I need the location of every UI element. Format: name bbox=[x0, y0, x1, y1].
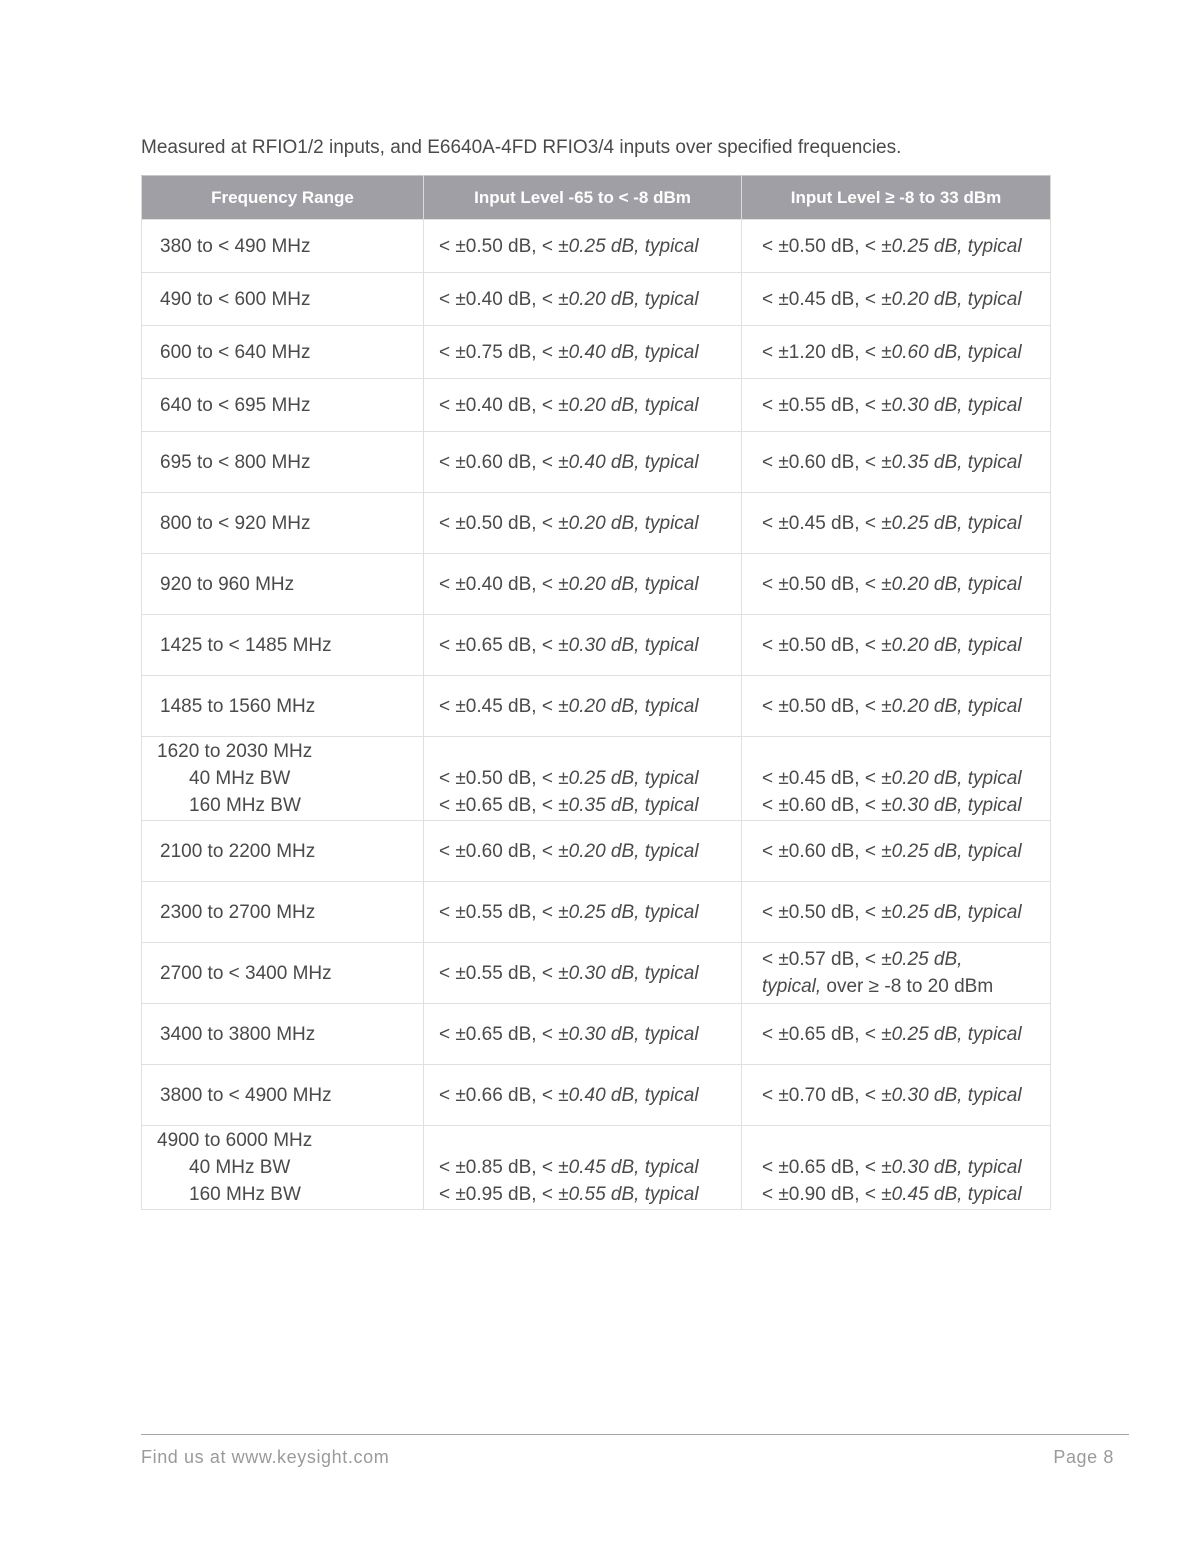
group-frequency: 4900 to 6000 MHz bbox=[157, 1130, 313, 1151]
bw-label: 40 MHz BW bbox=[189, 768, 291, 789]
page-number: Page 8 bbox=[1053, 1447, 1114, 1467]
table-row bbox=[142, 220, 1051, 273]
bw-label: 160 MHz BW bbox=[189, 795, 301, 816]
value-cell: < ±0.45 dB, < ±0.20 dB, typical bbox=[424, 676, 742, 737]
value-cell: < ±0.75 dB, < ±0.40 dB, typical bbox=[424, 326, 742, 379]
bw-label: 40 MHz BW bbox=[189, 1157, 291, 1178]
header-frequency-range: Frequency Range bbox=[142, 176, 424, 220]
header-input-level-low: Input Level -65 to < -8 dBm bbox=[424, 176, 742, 220]
freq-cell: 2300 to 2700 MHz bbox=[142, 882, 424, 943]
value-cell: < ±0.65 dB, < ±0.30 dB, typical bbox=[424, 615, 742, 676]
table-row bbox=[142, 615, 1051, 676]
table-row bbox=[142, 1004, 1051, 1065]
table-row-group bbox=[142, 737, 1051, 821]
freq-cell: 800 to < 920 MHz bbox=[142, 493, 424, 554]
freq-cell: 600 to < 640 MHz bbox=[142, 326, 424, 379]
value-cell: < ±0.50 dB, < ±0.25 dB, typical bbox=[742, 220, 1051, 273]
table-row bbox=[142, 821, 1051, 882]
value-cell: < ±0.40 dB, < ±0.20 dB, typical bbox=[424, 379, 742, 432]
table-row bbox=[142, 676, 1051, 737]
value-cell: < ±0.40 dB, < ±0.20 dB, typical bbox=[424, 273, 742, 326]
footer-website[interactable]: Find us at www.keysight.com bbox=[141, 1447, 390, 1467]
value-cell: < ±0.57 dB, < ±0.25 dB, typical, over ≥ -8 to 20 dBm bbox=[742, 943, 1051, 1004]
table-row bbox=[142, 1065, 1051, 1126]
freq-cell: 2100 to 2200 MHz bbox=[142, 821, 424, 882]
freq-cell: 2700 to < 3400 MHz bbox=[142, 943, 424, 1004]
value-cell-group: < ±0.65 dB, < ±0.30 dB, typical < ±0.90 dB, < ±0.45 dB, typical bbox=[742, 1126, 1051, 1210]
freq-cell: 3800 to < 4900 MHz bbox=[142, 1065, 424, 1126]
value-cell-group: < ±0.45 dB, < ±0.20 dB, typical < ±0.60 dB, < ±0.30 dB, typical bbox=[742, 737, 1051, 821]
value-cell: < ±0.60 dB, < ±0.35 dB, typical bbox=[742, 432, 1051, 493]
table-row bbox=[142, 379, 1051, 432]
table-row bbox=[142, 943, 1051, 1004]
value-cell: < ±0.60 dB, < ±0.20 dB, typical bbox=[424, 821, 742, 882]
freq-cell-group bbox=[142, 737, 424, 821]
table-row bbox=[142, 554, 1051, 615]
value-cell: < ±0.66 dB, < ±0.40 dB, typical bbox=[424, 1065, 742, 1126]
group-frequency: 1620 to 2030 MHz bbox=[157, 741, 313, 762]
footer-divider bbox=[141, 1434, 1129, 1435]
value-cell-group: < ±0.85 dB, < ±0.45 dB, typical < ±0.95 dB, < ±0.55 dB, typical bbox=[424, 1126, 742, 1210]
table-row bbox=[142, 326, 1051, 379]
value-cell: < ±0.55 dB, < ±0.25 dB, typical bbox=[424, 882, 742, 943]
freq-cell: 490 to < 600 MHz bbox=[142, 273, 424, 326]
freq-cell: 1485 to 1560 MHz bbox=[142, 676, 424, 737]
table-row bbox=[142, 882, 1051, 943]
value-cell: < ±0.45 dB, < ±0.25 dB, typical bbox=[742, 493, 1051, 554]
freq-cell: 640 to < 695 MHz bbox=[142, 379, 424, 432]
freq-cell: 920 to 960 MHz bbox=[142, 554, 424, 615]
value-cell: < ±0.55 dB, < ±0.30 dB, typical bbox=[742, 379, 1051, 432]
bw-label: 160 MHz BW bbox=[189, 1184, 301, 1205]
value-cell: < ±0.50 dB, < ±0.25 dB, typical bbox=[742, 882, 1051, 943]
intro-text: Measured at RFIO1/2 inputs, and E6640A-4FD RFIO3/4 inputs over specified frequencies. bbox=[141, 137, 902, 158]
value-cell: < ±0.65 dB, < ±0.25 dB, typical bbox=[742, 1004, 1051, 1065]
freq-cell: 380 to < 490 MHz bbox=[142, 220, 424, 273]
value-cell: < ±0.50 dB, < ±0.20 dB, typical bbox=[742, 615, 1051, 676]
value-cell: < ±0.50 dB, < ±0.20 dB, typical bbox=[742, 554, 1051, 615]
value-cell: < ±0.45 dB, < ±0.20 dB, typical bbox=[742, 273, 1051, 326]
table-row bbox=[142, 432, 1051, 493]
table-row-group bbox=[142, 1126, 1051, 1210]
spec-table bbox=[141, 175, 1051, 1210]
freq-cell: 1425 to < 1485 MHz bbox=[142, 615, 424, 676]
table-header-row bbox=[142, 176, 1051, 220]
table-row bbox=[142, 273, 1051, 326]
freq-cell-group bbox=[142, 1126, 424, 1210]
value-cell: < ±0.70 dB, < ±0.30 dB, typical bbox=[742, 1065, 1051, 1126]
table-row bbox=[142, 493, 1051, 554]
value-cell: < ±0.40 dB, < ±0.20 dB, typical bbox=[424, 554, 742, 615]
value-cell: < ±0.50 dB, < ±0.25 dB, typical bbox=[424, 220, 742, 273]
value-cell: < ±0.50 dB, < ±0.20 dB, typical bbox=[424, 493, 742, 554]
value-cell: < ±0.50 dB, < ±0.20 dB, typical bbox=[742, 676, 1051, 737]
value-cell-group: < ±0.50 dB, < ±0.25 dB, typical < ±0.65 dB, < ±0.35 dB, typical bbox=[424, 737, 742, 821]
freq-cell: 3400 to 3800 MHz bbox=[142, 1004, 424, 1065]
value-cell: < ±0.60 dB, < ±0.25 dB, typical bbox=[742, 821, 1051, 882]
value-cell: < ±0.60 dB, < ±0.40 dB, typical bbox=[424, 432, 742, 493]
header-input-level-high: Input Level ≥ -8 to 33 dBm bbox=[742, 176, 1051, 220]
freq-cell: 695 to < 800 MHz bbox=[142, 432, 424, 493]
value-cell: < ±0.55 dB, < ±0.30 dB, typical bbox=[424, 943, 742, 1004]
value-cell: < ±0.65 dB, < ±0.30 dB, typical bbox=[424, 1004, 742, 1065]
value-cell: < ±1.20 dB, < ±0.60 dB, typical bbox=[742, 326, 1051, 379]
